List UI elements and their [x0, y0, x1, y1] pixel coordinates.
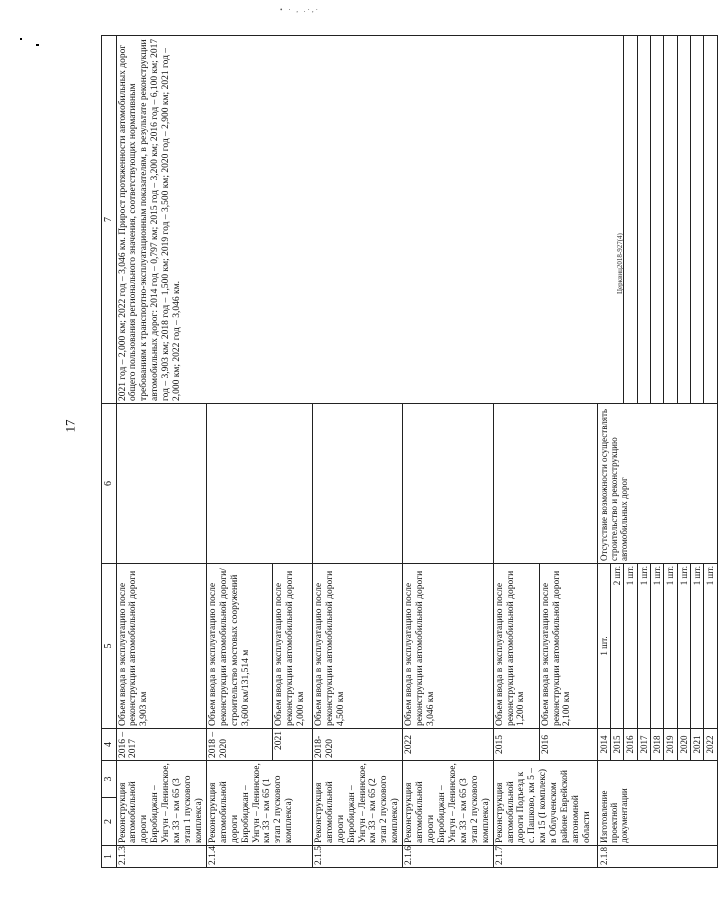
year-value: 1 шт. — [651, 564, 664, 729]
target-indicator: 2021 год – 2,000 км; 2022 год – 3,046 км. Прирост протяженности автомобильных дорог общего пользования регионального значения, соответствующих нормативным требованиям к транспортно-эксплуатационным показателям, в результате реконструкции автомобильных дорог: 2014 год – 0,797 км; 2015 год – 3,200 км; 2016 год – 6,100 км; 2017 год – 3,903 км; 2018 год – 1,500 км; 2019 год – 3,500 км; 2020 год – 2,900 км; 2021 год – 2,000 км; 2022 год – 3,046 км. — [116, 36, 624, 404]
year-value: 1 шт. — [637, 564, 650, 729]
measure-name: Реконструкция автомобильной дороги Биробиджан – Унгун – Ленинское, км 33 – км 65 (2 этап 2 пускового комплекса) — [312, 761, 402, 846]
row-number: 2.1.3 — [116, 846, 206, 868]
table-row — [116, 36, 206, 868]
expected-result: Объем ввода в эксплуатацию после реконструкции автомобильной дороги 2,100 км — [539, 564, 597, 729]
year: 2015 — [610, 729, 623, 761]
year: 2021 — [691, 729, 704, 761]
year: 2014 — [597, 729, 610, 761]
expected-result: Объем ввода в эксплуатацию после реконструкции автомобильной дороги 3,903 км — [116, 564, 206, 729]
expected-result: Объем ввода в эксплуатацию после реконструкции автомобильной дороги 4,500 км — [312, 564, 402, 729]
col-header-6: 6 — [102, 404, 117, 564]
expected-result: Объем ввода в эксплуатацию после реконструкции автомобильной дороги 3,046 км — [403, 564, 493, 729]
scan-speck — [36, 44, 39, 46]
header-row — [102, 36, 117, 868]
year-value: 1 шт. — [704, 564, 717, 729]
col-header-7: 7 — [102, 36, 117, 404]
target-indicator-empty — [677, 36, 690, 404]
expected-result: Объем ввода в эксплуатацию после реконструкции автомобильной дороги 2,000 км — [272, 564, 312, 729]
period: 2018 – 2020 — [206, 729, 272, 761]
period: 2016 — [539, 729, 597, 761]
consequence: Отсутствие возможности осуществлять строительство и реконструкцию автомобильных дорог — [597, 404, 717, 564]
year: 2022 — [704, 729, 717, 761]
measure-name: Реконструкция автомобильной дороги Подъезд к с. Пашково, км 5 – км 15 (I комплекс) в Облученском районе Еврейской автономной области — [493, 761, 597, 846]
year: 2020 — [677, 729, 690, 761]
expected-result: Объем ввода в эксплуатацию после реконструкции автомобильной дороги 1,200 км — [493, 564, 539, 729]
year-value: 1 шт. — [597, 564, 610, 729]
year-value: 1 шт. — [677, 564, 690, 729]
period: 2022 — [403, 729, 493, 761]
col-header-1: 1 — [102, 846, 117, 868]
row-number: 2.1.7 — [493, 846, 597, 868]
target-indicator-empty — [651, 36, 664, 404]
measure-name: Реконструкция автомобильной дороги Биробиджан – Унгун – Ленинское, км 33 – км 65 (3 этап 1 пускового комплекса) — [116, 761, 206, 846]
scan-speck — [20, 38, 22, 40]
col-header-4: 4 — [102, 729, 117, 761]
measure-name: Изготовление проектной документации — [597, 761, 717, 846]
year: 2017 — [637, 729, 650, 761]
consequence — [493, 404, 597, 564]
document-stamp: Церквиц2018-927(4) — [616, 233, 624, 294]
col-header-3: 3 — [102, 761, 117, 798]
page-number: 17 — [62, 419, 78, 433]
target-indicator-empty — [691, 36, 704, 404]
year: 2019 — [664, 729, 677, 761]
year-value: 2 шт. — [610, 564, 623, 729]
period: 2018-2020 — [312, 729, 402, 761]
col-header-5: 5 — [102, 564, 117, 729]
col-header-2: 2 — [102, 798, 117, 846]
consequence — [403, 404, 493, 564]
year: 2018 — [651, 729, 664, 761]
row-number: 2.1.6 — [403, 846, 493, 868]
consequence — [312, 404, 402, 564]
row-number: 2.1.5 — [312, 846, 402, 868]
period: 2015 — [493, 729, 539, 761]
row-number: 2.1.4 — [206, 846, 312, 868]
year-value: 1 шт. — [691, 564, 704, 729]
measure-name: Реконструкция автомобильной дороги Биробиджан – Унгун – Ленинское, км 33 – км 65 (1 этап 2 пускового комплекса) — [206, 761, 312, 846]
row-number: 2.1.8 — [597, 846, 717, 868]
scan-noise: • · , .·,· — [280, 6, 320, 14]
period: 2016 – 2017 — [116, 729, 206, 761]
year-value: 1 шт. — [664, 564, 677, 729]
program-measures-table — [101, 35, 718, 868]
expected-result: Объем ввода в эксплуатацию после реконструкции автомобильной дороги/ строительство мостовых сооружений 3,600 км/131,514 м — [206, 564, 272, 729]
year-value: 1 шт. — [624, 564, 637, 729]
consequence — [116, 404, 206, 564]
consequence — [206, 404, 312, 564]
target-indicator-empty — [664, 36, 677, 404]
target-indicator-empty — [704, 36, 717, 404]
period: 2021 — [272, 729, 312, 761]
year: 2016 — [624, 729, 637, 761]
target-indicator-empty — [624, 36, 637, 404]
measure-name: Реконструкция автомобильной дороги Биробиджан – Унгун – Ленинское, км 33 – км 65 (3 этап 2 пускового комплекса) — [403, 761, 493, 846]
target-indicator-empty — [637, 36, 650, 404]
